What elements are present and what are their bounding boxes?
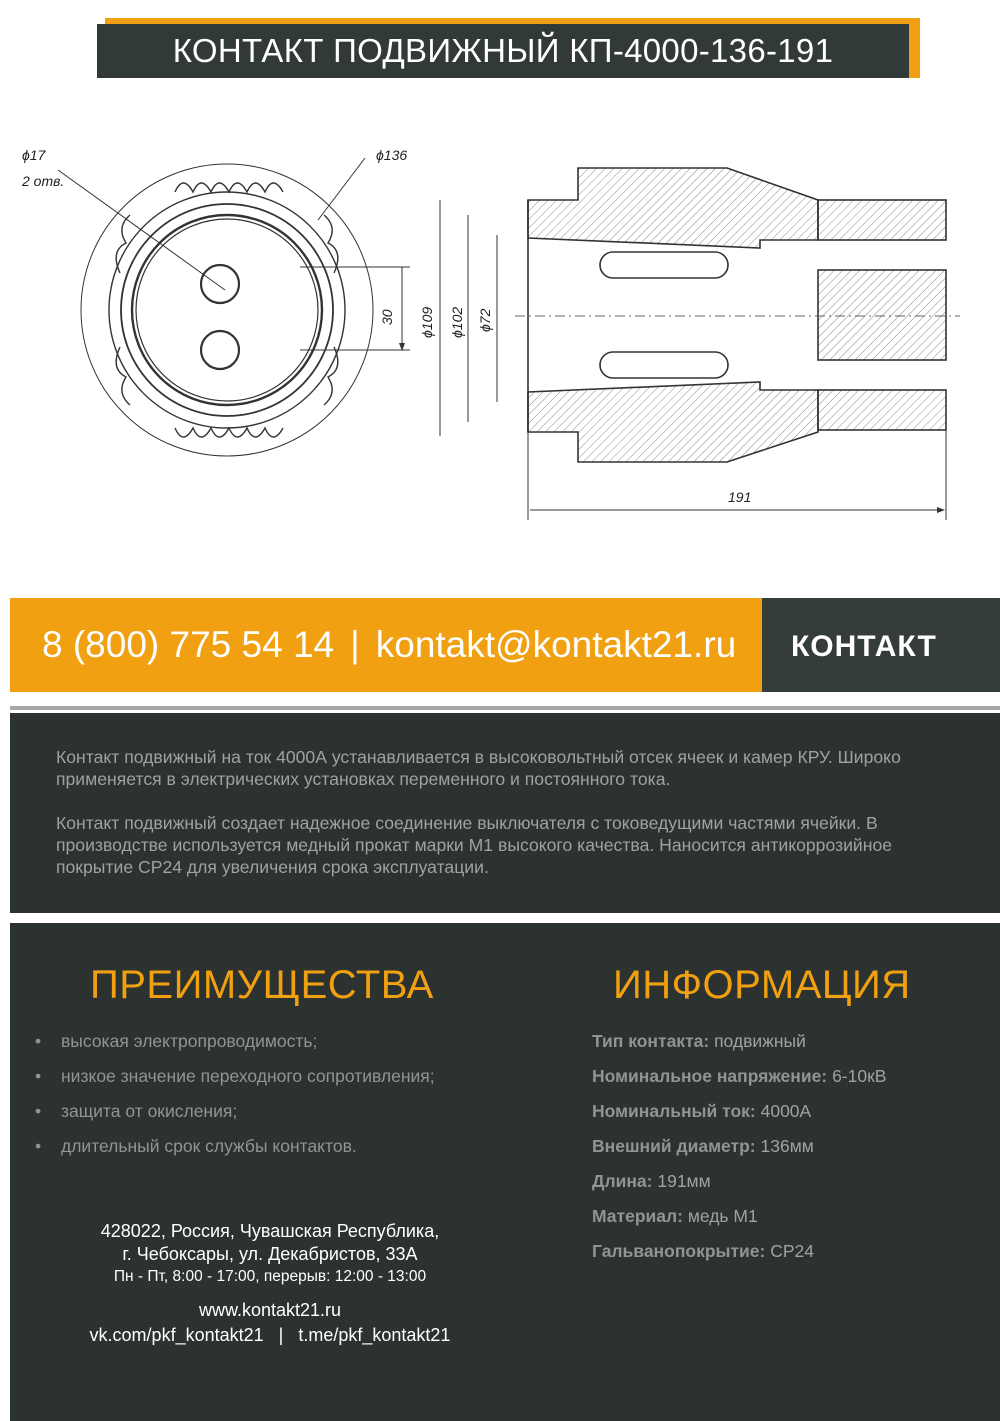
info-list	[592, 1031, 886, 1276]
address-block	[10, 1220, 530, 1288]
phone-number[interactable]: 8 (800) 775 54 14	[42, 624, 335, 665]
dim-holes-count-label: 2 отв.	[22, 173, 65, 189]
logo-text: КОНТАКТ	[791, 630, 937, 662]
info-row: Гальванопокрытие: СР24	[592, 1241, 815, 1261]
dim-spacing-label: 30	[379, 309, 395, 325]
email-link[interactable]: kontakt@kontakt21.ru	[375, 624, 737, 665]
list-item: • высокая электропроводимость;	[35, 1031, 318, 1051]
working-hours: Пн - Пт, 8:00 - 17:00, перерыв: 12:00 - 13:00	[113, 1268, 427, 1285]
page-title: КОНТАКТ ПОДВИЖНЫЙ КП-4000-136-191	[97, 24, 909, 78]
main-panel	[10, 923, 1000, 1421]
info-row: Номинальное напряжение: 6-10кВ	[592, 1066, 887, 1086]
address-line-1: 428022, Россия, Чувашская Республика,	[100, 1221, 440, 1241]
logo-wordmark	[791, 628, 971, 662]
links-separator: |	[278, 1325, 284, 1345]
dim-outer-label: ϕ136	[376, 147, 408, 163]
list-item: • низкое значение переходного сопротивления;	[35, 1066, 435, 1086]
list-item: • защита от окисления;	[35, 1101, 238, 1121]
website-link[interactable]: www.kontakt21.ru	[198, 1300, 342, 1320]
title-banner	[97, 18, 920, 78]
info-row: Длина: 191мм	[592, 1171, 711, 1191]
dim-hole-label: ϕ17	[22, 147, 46, 163]
info-row: Тип контакта: подвижный	[592, 1031, 806, 1051]
advantages-heading: ПРЕИМУЩЕСТВА	[90, 963, 434, 1007]
list-item: • длительный срок службы контактов.	[35, 1136, 357, 1156]
info-row: Номинальный ток: 4000А	[592, 1101, 812, 1121]
divider-top	[10, 706, 1000, 710]
address-line-2: г. Чебоксары, ул. Декабристов, 33А	[122, 1244, 418, 1264]
social-links	[10, 1323, 530, 1348]
dim-d102-label: ϕ102	[449, 306, 465, 338]
info-row: Внешний диаметр: 136мм	[592, 1136, 814, 1156]
contact-separator: |	[350, 624, 360, 665]
info-row: Материал: медь М1	[592, 1206, 758, 1226]
section-view	[515, 168, 960, 520]
advantages-list	[35, 1031, 435, 1171]
description-paragraph-1: Контакт подвижный на ток 4000А устанавливается в высоковольтный отсек ячеек и камер КРУ. Широко применяется в электрических установках переменного и постоянного тока.	[56, 747, 901, 789]
contact-band	[10, 598, 1000, 692]
vk-link[interactable]: vk.com/pkf_kontakt21	[89, 1325, 264, 1345]
technical-drawing	[0, 120, 1000, 540]
dim-d72-label: ϕ72	[477, 308, 493, 332]
contact-info	[10, 598, 762, 692]
links-block	[10, 1298, 530, 1348]
dim-d109-label: ϕ109	[419, 306, 435, 338]
info-heading: ИНФОРМАЦИЯ	[613, 963, 911, 1007]
description-paragraph-2: Контакт подвижный создает надежное соединение выключателя с токоведущими частями ячейки. В производстве используется медный прокат марки М1 высокого качества. Наносится антикоррозийное покрытие СР24 для увеличения срока эксплуатации.	[56, 813, 893, 877]
description-panel	[10, 713, 1000, 913]
dim-length-label: 191	[728, 489, 752, 505]
telegram-link[interactable]: t.me/pkf_kontakt21	[298, 1325, 451, 1345]
logo	[762, 598, 1000, 692]
